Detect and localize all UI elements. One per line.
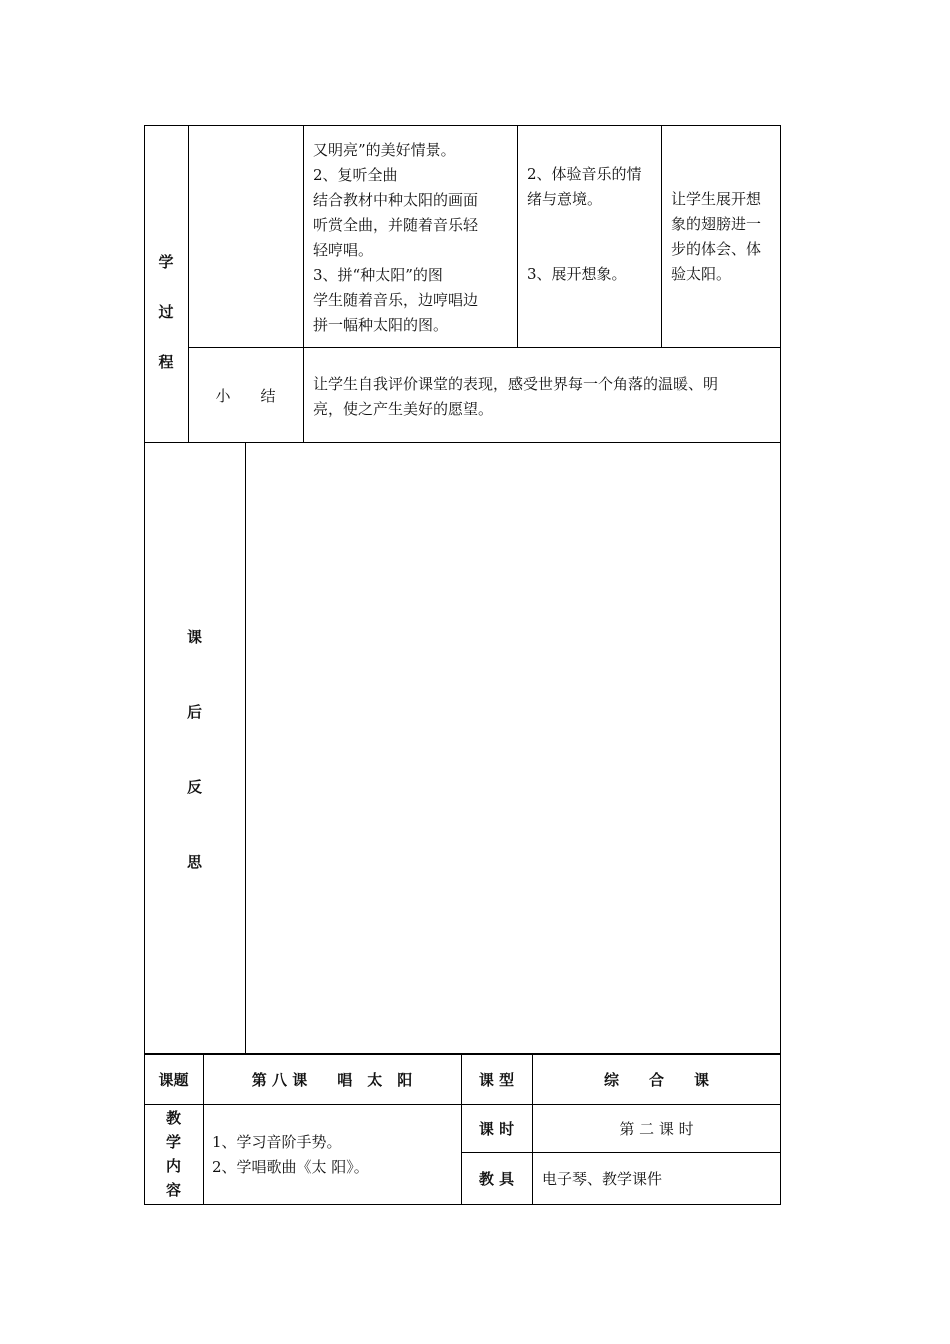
lesson-row-divider-1 — [144, 1104, 781, 1105]
process-content-line: 结合教材中种太阳的画面 — [313, 191, 479, 209]
process-content-line: 学生随着音乐，边哼唱边 — [313, 291, 479, 309]
process-content-line: 听赏全曲，并随着音乐轻 — [313, 216, 479, 234]
design-intent — [671, 187, 777, 287]
content-label — [144, 1106, 203, 1202]
process-content — [313, 138, 513, 338]
tools-label: 教 具 — [478, 1170, 515, 1188]
content-text-line: 2、学唱歌曲《太 阳》。 — [212, 1158, 369, 1176]
tools-value: 电子琴、教学课件 — [542, 1170, 663, 1188]
process-divider-3 — [517, 125, 518, 347]
process-label — [144, 237, 188, 387]
process-content-line: 3、拼“种太阳”的图 — [313, 266, 443, 284]
process-content-line: 又明亮”的美好情景。 — [313, 141, 456, 159]
reflection-label — [144, 600, 245, 900]
reflection-label-char: 后 — [186, 703, 202, 721]
process-content-line: 轻哼唱。 — [313, 241, 374, 259]
reflection-label-char: 思 — [186, 853, 202, 871]
process-label-char: 学 — [158, 253, 174, 271]
process-label-char: 过 — [158, 303, 174, 321]
topic-value: 第 八 课 唱 太 阳 — [251, 1071, 413, 1089]
content-label-char: 内 — [165, 1157, 181, 1175]
summary-label: 小 结 — [215, 387, 276, 405]
process-content-line: 2、复听全曲 — [313, 166, 398, 184]
topic-label: 课题 — [158, 1071, 189, 1089]
period-value: 第 二 课 时 — [619, 1120, 694, 1138]
type-value: 综 合 课 — [603, 1071, 709, 1089]
content-label-char: 容 — [165, 1181, 181, 1199]
content-label-char: 学 — [165, 1133, 181, 1151]
student-activity-line: 绪与意境。 — [527, 190, 603, 208]
reflection-label-char: 反 — [186, 778, 202, 796]
reflection-divider — [245, 442, 246, 1054]
summary-text-line: 让学生自我评价课堂的表现，感受世界每一个角落的温暖、明 — [313, 375, 719, 393]
student-activity-3: 3、展开想象。 — [527, 265, 627, 283]
period-label: 课 时 — [478, 1120, 515, 1138]
lesson-row-divider-2 — [461, 1152, 781, 1153]
design-intent-line: 象的翅膀进一 — [671, 215, 762, 233]
process-divider-4 — [661, 125, 662, 347]
process-divider-2 — [303, 125, 304, 443]
content-text — [212, 1130, 458, 1180]
student-activity-line: 2、体验音乐的情 — [527, 165, 642, 183]
design-intent-line: 步的体会、体 — [671, 240, 762, 258]
content-label-char: 教 — [165, 1109, 181, 1127]
design-intent-line: 让学生展开想 — [671, 190, 762, 208]
reflection-label-char: 课 — [186, 628, 202, 646]
design-intent-line: 验太阳。 — [671, 265, 732, 283]
content-text-line: 1、学习音阶手势。 — [212, 1133, 342, 1151]
student-activity — [527, 162, 657, 212]
summary-divider — [188, 347, 781, 348]
process-content-line: 拼一幅种太阳的图。 — [313, 316, 449, 334]
summary-text — [313, 372, 779, 422]
summary-text-line: 亮，使之产生美好的愿望。 — [313, 400, 494, 418]
process-label-char: 程 — [158, 353, 174, 371]
type-label: 课 型 — [478, 1071, 515, 1089]
